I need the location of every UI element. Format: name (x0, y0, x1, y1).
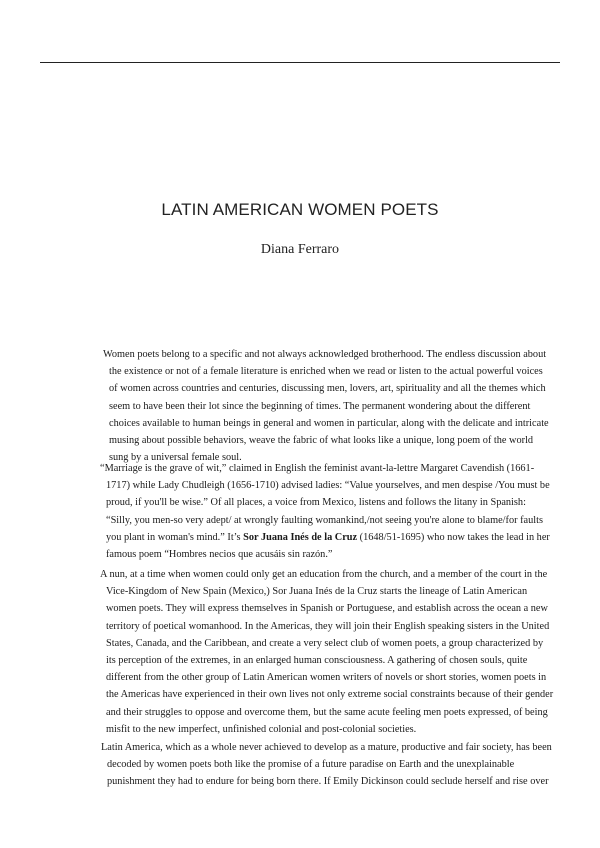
paragraph-text: (1648/51-1695) who now takes the lead in her famous poem “Hombres necios que acusáis sin razón.” (106, 531, 550, 561)
bold-name-sor-juana: Sor Juana Inés de la Cruz (243, 531, 358, 543)
document-title: LATIN AMERICAN WOMEN POETS (161, 200, 439, 219)
header-rule (40, 62, 560, 63)
paragraph-latin-america: Latin America, which as a whole never achieved to develop as a mature, productive and fair society, has been decoded by women poets both like the promise of a future paradise on Earth and the unexplainable punishment they had to endure for being born there. If Emily Dickinson could seclude herself and rise over (101, 742, 552, 788)
paragraph-sor-juana: A nun, at a time when women could only get an education from the church, and a member of the court in the Vice-Kingdom of New Spain (Mexico,) Sor Juana Inés de la Cruz starts the lineage of Latin American women poets. They will express themselves in Spanish or Portuguese, and establish across the ocean a new territory of poetical womanhood. In the Americas, they will join their English speaking sisters in the United States, Canada, and the Caribbean, and create a very select club of women poets, a group characterized by its perception of the extremes, in an enlarged human consciousness. A gathering of chosen souls, quite different from the other group of Latin American women writers of novels or short stories, women poets in the Americas have experienced in their own lives not only extreme social constraints because of their gender and their struggles to oppose and overcome them, but the same acute feeling men poets expressed, of being misfit to the new imperfect, unfinished colonial and post-colonial societies. (100, 569, 554, 735)
paragraph-intro: Women poets belong to a specific and not always acknowledged brotherhood. The endless discussion about the existence or not of a female literature is enriched when we read or listen to the actual powerful voices of women across countries and centuries, discussing men, lovers, art, spirituality and all the themes which seem to have been their lot since the beginning of times. The permanent wondering about the different choices available to human beings in general and women in particular, along with the delicate and intricate musing about possible behaviors, weave the fabric of what looks like a unique, long poem of the world sung by a universal female soul. (103, 349, 549, 464)
author-name: Diana Ferraro (260, 242, 340, 257)
paragraph-cavendish (100, 460, 551, 563)
paragraph-text: “Marriage is the grave of wit,” claimed in English the feminist avant-la-lettre Margaret Cavendish (1661-1717) while Lady Chudleigh (1656-1710) advised ladies: “Value yourselves, and men despise /You must be proud, if you'll be wise.” Of all places, a voice from Mexico, listens and follows the litany in Spanish: “Silly, you men-so very adept/ at wrongly faulting womankind,/not seeing you're alone to blame/for faults you plant in woman's mind.” It’s (100, 463, 550, 543)
